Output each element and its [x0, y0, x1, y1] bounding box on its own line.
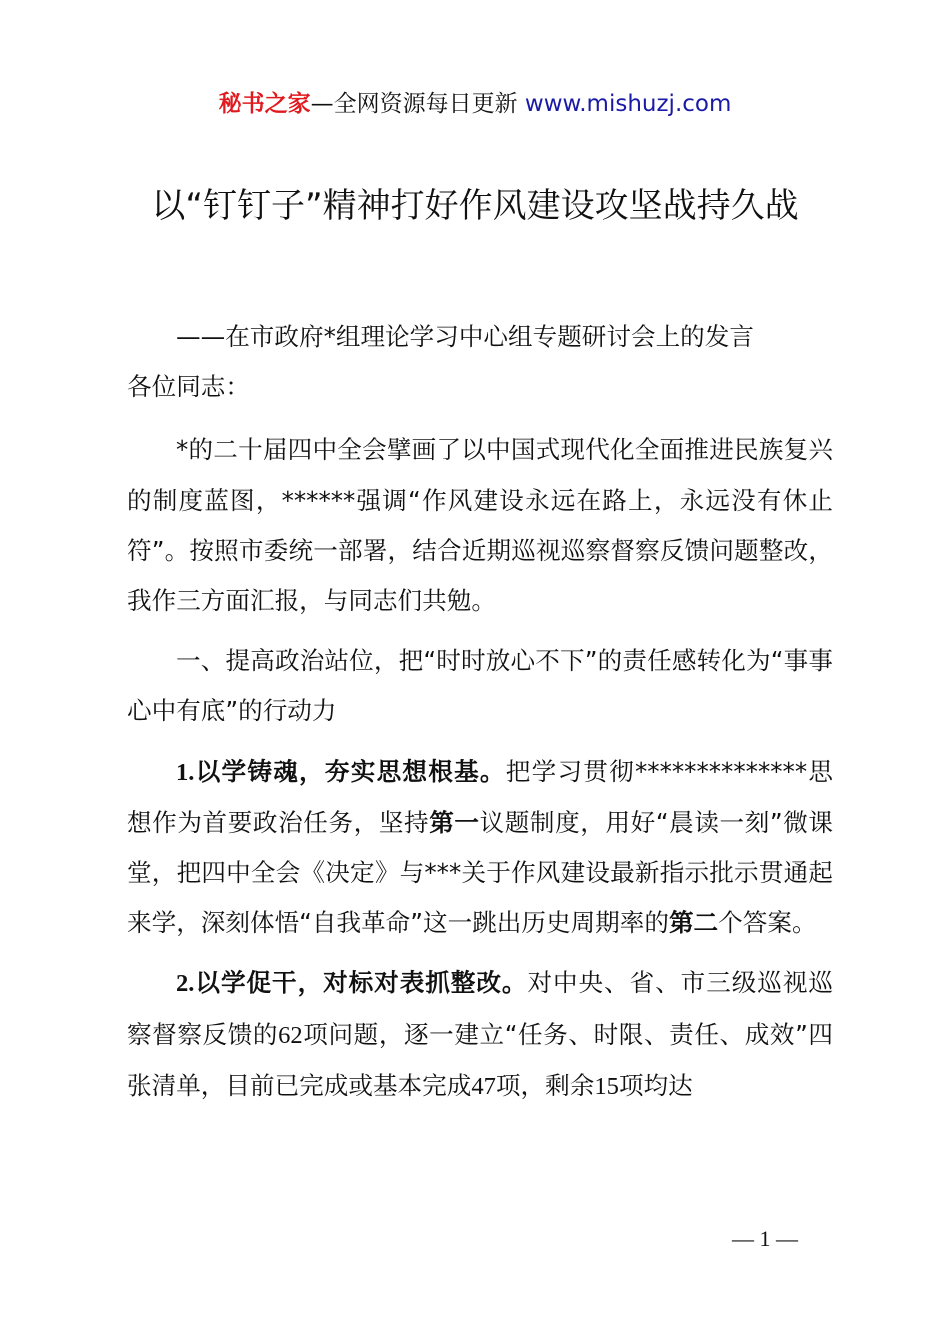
section-heading-1: 一、提高政治站位，把“时时放心不下”的责任感转化为“事事心中有底”的行动力 — [127, 646, 833, 726]
site-header — [0, 88, 950, 120]
site-url-link[interactable]: www.mishuzj.com — [524, 91, 732, 117]
item-1-bold-a: 第一 — [429, 807, 480, 837]
item-2-count-total: 62 — [278, 1021, 303, 1049]
item-1-paragraph — [127, 747, 833, 949]
item-2-count-remaining: 15 — [594, 1072, 619, 1100]
document-body — [127, 312, 833, 1112]
header-tagline: 全网资源每日更新 — [333, 91, 525, 117]
item-1-text-a: 把学习贯彻**************思想作为首要政治任务，坚持 — [127, 756, 833, 837]
intro-paragraph: *的二十届四中全会擘画了以中国式现代化全面推进民族复兴的制度蓝图，******强调“作风建设永远在路上，永远没有休止符”。按照市委统一部署，结合近期巡视巡察督察反馈问题整改，我作三方面汇报，与同志们共勉。 — [127, 435, 833, 616]
item-1-number: 1. — [176, 758, 195, 786]
item-2-text-c: 项，剩余 — [495, 1070, 595, 1100]
item-2-text-b: 项问题，逐一建立“任务、时限、责任、成效”四张清单，目前已完成或基本完成 — [127, 1019, 833, 1100]
item-1-text-c: 个答案。 — [718, 908, 817, 938]
item-1-bold-b: 第二 — [668, 908, 719, 938]
item-2-paragraph — [127, 958, 833, 1112]
page-number: — 1 — — [732, 1226, 798, 1251]
brand-name: 秘书之家 — [218, 91, 311, 117]
item-2-heading: 以学促干，对标对表抓整改。 — [194, 968, 528, 998]
document-title: 以“钉钉子”精神打好作风建设攻坚战持久战 — [151, 186, 799, 226]
item-1-heading: 以学铸魂，夯实思想根基。 — [194, 756, 506, 786]
item-1-text-b: 议题制度，用好“晨读一刻”微课堂，把四中全会《决定》与***关于作风建设最新指示批示贯通起来学，深刻体悟“自我革命”这一跳出历史周期率的 — [127, 807, 833, 938]
item-2-text-a: 对中央、省、市三级巡视巡察督察反馈的 — [127, 968, 833, 1049]
item-2-count-done: 47 — [471, 1072, 496, 1100]
item-2-text-d: 项均达 — [618, 1070, 693, 1100]
header-dash: — — [310, 91, 334, 117]
document-subtitle: ——在市政府*组理论学习中心组专题研讨会上的发言 — [176, 322, 754, 351]
greeting: 各位同志： — [127, 372, 250, 402]
item-2-number: 2. — [176, 970, 195, 998]
